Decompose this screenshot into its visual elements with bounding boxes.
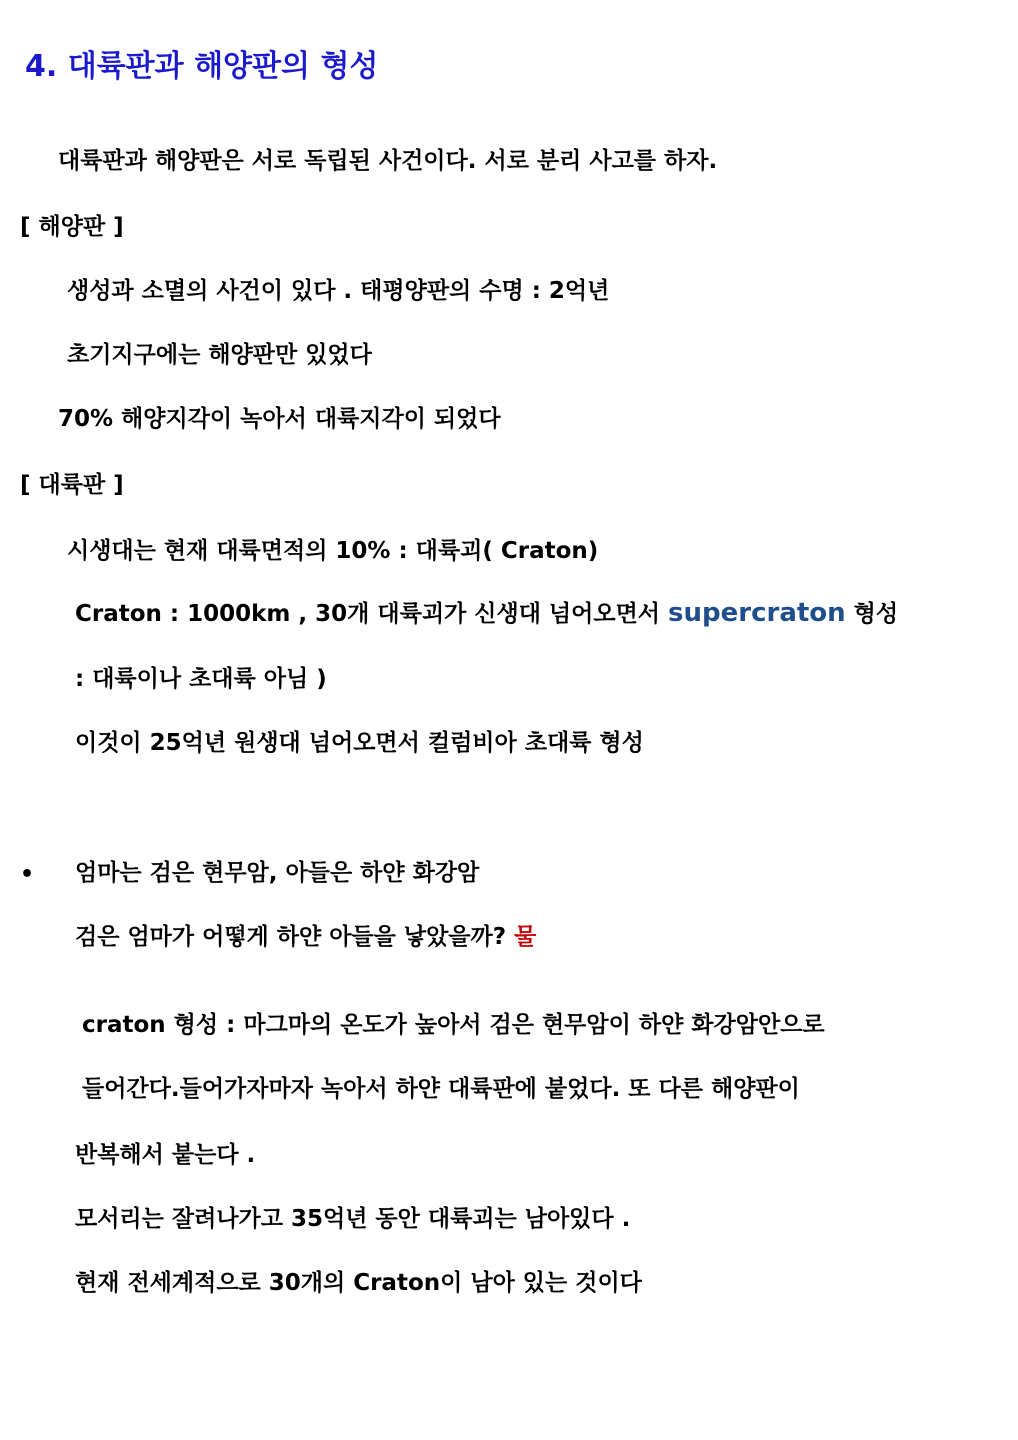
continental-line-text: 형성: [845, 601, 899, 627]
intro-text: 대륙판과 해양판은 서로 독립된 사건이다. 서로 분리 사고를 하자.: [58, 148, 718, 174]
craton-line: 반복해서 붙는다 .: [75, 1142, 256, 1168]
bullet-icon: •: [20, 862, 35, 887]
continental-line: 이것이 25억년 원생대 넘어오면서 컬럼비아 초대륙 형성: [75, 730, 644, 756]
oceanic-line: 70% 해양지각이 녹아서 대륙지각이 되었다: [58, 406, 501, 432]
craton-line: 들어간다.들어가자마자 녹아서 하얀 대륙판에 붙었다. 또 다른 해양판이: [82, 1076, 800, 1102]
craton-line: craton 형성 : 마그마의 온도가 높아서 검은 현무암이 하얀 화강암안으로: [82, 1012, 825, 1038]
craton-line: 모서리는 잘려나가고 35억년 동안 대륙괴는 남아있다 .: [75, 1206, 631, 1232]
continental-line-text: Craton : 1000km , 30개 대륙괴가 신생대 넘어오면서: [75, 601, 669, 627]
continental-line-supercraton: [75, 598, 898, 629]
bullet-line: 엄마는 검은 현무암, 아들은 하얀 화강암: [75, 860, 480, 886]
answer-highlight: 물: [514, 924, 537, 950]
oceanic-line: 초기지구에는 해양판만 있었다: [67, 342, 372, 368]
supercraton-highlight: supercraton: [668, 598, 846, 628]
continental-line: : 대륙이나 초대륙 아님 ): [75, 666, 327, 692]
oceanic-heading: [ 해양판 ]: [20, 214, 124, 240]
page-title: 4. 대륙판과 해양판의 형성: [25, 49, 379, 84]
oceanic-line: 생성과 소멸의 사건이 있다 . 태평양판의 수명 : 2억년: [67, 278, 610, 304]
continental-heading: [ 대륙판 ]: [20, 472, 124, 498]
continental-line: 시생대는 현재 대륙면적의 10% : 대륙괴( Craton): [67, 538, 599, 564]
craton-line: 현재 전세계적으로 30개의 Craton이 남아 있는 것이다: [75, 1270, 642, 1296]
bullet-question-text: 검은 엄마가 어떻게 하얀 아들을 낳았을까?: [75, 924, 515, 950]
bullet-question-line: [75, 922, 536, 952]
